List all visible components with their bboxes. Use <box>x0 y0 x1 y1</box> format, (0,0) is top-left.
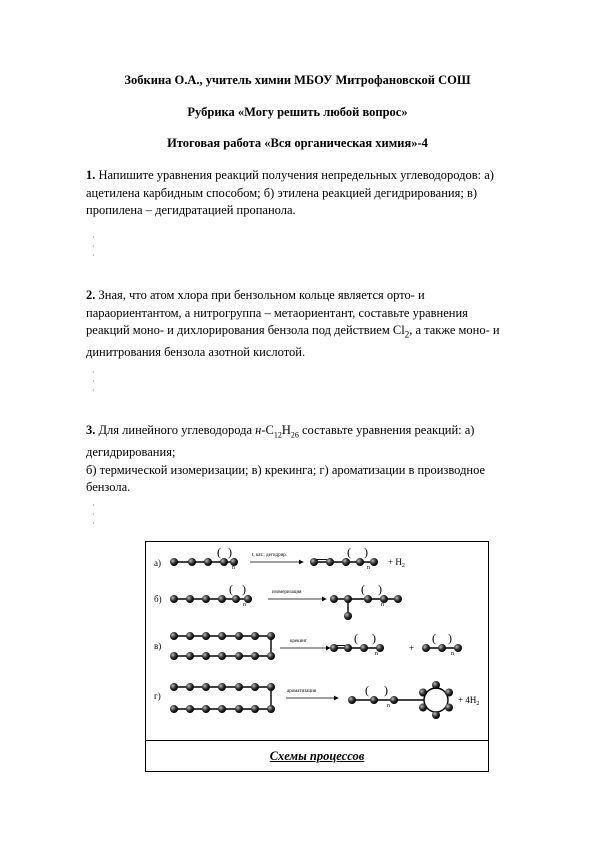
row-g-reactant <box>170 683 275 713</box>
row-a-arrow-label: t, кат.; дегидрир. <box>252 553 287 558</box>
question-3-formula-c: -C <box>261 423 274 437</box>
svg-text:): ) <box>372 631 376 645</box>
row-a-plus-h2: + $H_2$ <box>388 557 405 569</box>
row-v-product-1 <box>330 631 384 657</box>
row-g-product-sub-n: n <box>387 703 390 709</box>
row-v-product-2-sub-n: n <box>451 651 454 657</box>
question-2-subscript: 2 <box>404 329 410 340</box>
question-3-prefix-italic: н <box>255 423 262 437</box>
row-a-product-sub-n: n <box>367 565 370 571</box>
row-v-product-1-sub-n: n <box>375 651 378 657</box>
row-label-b: б) <box>154 594 162 604</box>
row-a-sub-n: n <box>232 565 235 571</box>
question-2-line-4: динитрования бензола азотной кислотой. <box>86 345 306 359</box>
question-3-sub-12: 12 <box>273 430 282 440</box>
svg-text:(: ( <box>361 582 365 596</box>
question-3-line-4: бензола. <box>86 480 131 494</box>
row-label-v: в) <box>154 641 162 651</box>
question-3-line-2: дегидрирования; <box>86 445 176 459</box>
row-g-plus-4h2: + $4H_2$ <box>458 695 480 707</box>
svg-text:): ) <box>384 683 388 697</box>
row-a-product <box>310 545 378 571</box>
question-1-line-2: ацетилена карбидным способом; б) этилена реакцией дегидрирования; в) <box>86 185 478 200</box>
question-2-line-2: параориентантом, а нитрогруппа – метаориентант, составьте уравнения <box>86 305 468 320</box>
svg-text:): ) <box>448 631 452 645</box>
svg-text:(: ( <box>432 631 436 645</box>
row-g-product-benzene-derivative <box>348 681 453 719</box>
row-b-reactant <box>170 582 252 608</box>
svg-text:): ) <box>228 545 232 559</box>
row-b-product-sub-n: n <box>381 602 384 608</box>
svg-text:(: ( <box>217 545 221 559</box>
process-schemes-figure <box>145 541 489 772</box>
question-1 <box>86 167 526 220</box>
question-3-number: 3. <box>86 423 96 437</box>
row-label-g: г) <box>154 691 161 701</box>
row-v-plus: + <box>409 643 415 653</box>
question-3-line-3: б) термической изомеризации; в) крекинга; г) ароматизации в производное <box>86 462 486 477</box>
svg-text:(: ( <box>229 582 233 596</box>
schemes-diagram <box>146 542 488 740</box>
question-3-formula-h: H <box>281 423 291 437</box>
svg-text:(: ( <box>347 545 351 559</box>
row-label-a: а) <box>154 558 161 568</box>
answer-space-3: · · · <box>92 501 95 528</box>
row-v-reactant <box>170 632 275 660</box>
svg-text:(: ( <box>354 631 358 645</box>
question-3-sub-26: 26 <box>290 430 299 440</box>
question-2-line-3-text: реакций моно- и дихлорирования бензола под действием Cl <box>86 323 405 337</box>
svg-text:): ) <box>378 582 382 596</box>
question-3-text-pre: Для линейного углеводорода <box>95 423 256 437</box>
header-author: Зобкина О.А., учитель химии МБОУ Митрофановской СОШ <box>124 73 471 87</box>
question-3-line-1 <box>86 422 526 444</box>
question-1-number: 1. <box>86 168 96 182</box>
question-2-line-3-tail: , а также моно- и <box>409 323 500 337</box>
question-2 <box>86 287 526 362</box>
question-1-line-1 <box>86 167 526 185</box>
question-2-text: Зная, что атом хлора при бензольном кольце является орто- и <box>95 288 425 302</box>
row-b-arrow-label: изомеризация <box>272 590 302 595</box>
question-1-text: Напишите уравнения реакций получения непредельных углеводородов: а) <box>95 168 494 182</box>
row-g-arrow-label: ароматизация <box>287 689 317 694</box>
figure-caption-text: Схемы процессов <box>269 749 365 763</box>
row-v-arrow-label: крекинг <box>290 639 307 644</box>
row-v-product-2 <box>422 631 462 657</box>
question-2-line-3 <box>86 322 526 344</box>
header-rubric: Рубрика «Могу решить любой вопрос» <box>187 105 408 119</box>
figure-caption <box>146 740 488 772</box>
svg-text:(: ( <box>365 683 369 697</box>
svg-text:): ) <box>364 545 368 559</box>
answer-space-1: · · · <box>92 233 95 260</box>
header-work-title: Итоговая работа «Вся органическая химия»-4 <box>167 136 428 150</box>
question-1-line-3: пропилена – дегидратацией пропанола. <box>86 203 296 217</box>
answer-space-2: · · · <box>92 368 95 395</box>
row-b-product <box>330 582 402 620</box>
question-3-text-post: составьте уравнения реакций: а) <box>298 423 475 437</box>
row-b-sub-n: n <box>243 602 246 608</box>
question-2-line-1 <box>86 287 526 305</box>
row-a-reactant <box>170 545 238 571</box>
question-3 <box>86 422 526 497</box>
question-2-number: 2. <box>86 288 96 302</box>
svg-text:): ) <box>242 582 246 596</box>
